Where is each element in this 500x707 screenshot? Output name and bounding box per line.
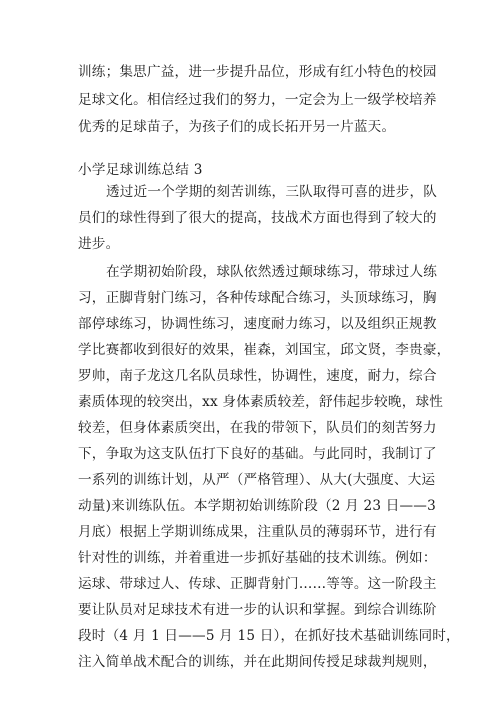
- para1-line-3: 进步。: [78, 236, 120, 252]
- para2-line-6: 素质体现的较突出，xx 身体素质较差，舒伟起步较晚，球性: [78, 394, 444, 410]
- para2-line-3: 部停球练习，协调性练习，速度耐力练习，以及组织正规教: [78, 316, 437, 332]
- para2-line-1: 在学期初始阶段，球队依然透过颠球练习，带球过人练: [106, 264, 438, 280]
- para2-line-11: 月底）根据上学期训练成果，注重队员的薄弱环节，进行有: [78, 524, 437, 540]
- intro-line-2: 足球文化。相信经过我们的努力，一定会为上一级学校培养: [78, 92, 437, 108]
- para1-line-2: 员们的球性得到了很大的提高，技战术方面也得到了较大的: [78, 210, 437, 226]
- para2-line-16: 注入简单战术配合的训练，并在此期间传授足球裁判规则，: [78, 654, 437, 670]
- para2-line-14: 要让队员对足球技术有进一步的认识和掌握。到综合训练阶: [78, 602, 437, 618]
- para2-line-7: 较差，但身体素质突出，在我的带领下，队员们的刻苦努力: [78, 420, 437, 436]
- para2-line-2: 习，正脚背射门练习，各种传球配合练习，头顶球练习，胸: [78, 290, 437, 306]
- para2-line-10: 动量)来训练队伍。本学期初始训练阶段（2 月 23 日——3: [78, 498, 436, 514]
- para2-line-13: 运球、带球过人、传球、正脚背射门……等等。这一阶段主: [78, 576, 437, 592]
- intro-line-1: 训练；集思广益，进一步提升品位，形成有红小特色的校园: [78, 64, 437, 80]
- para1-line-1: 透过近一个学期的刻苦训练，三队取得可喜的进步，队: [106, 184, 438, 200]
- para2-line-15: 段时（4 月 1 日——5 月 15 日），在抓好技术基础训练同时，: [78, 628, 460, 644]
- para2-line-8: 下，争取为这支队伍打下良好的基础。与此同时，我制订了: [78, 446, 437, 462]
- para2-line-5: 罗帅，南子龙这几名队员球性，协调性，速度，耐力，综合: [78, 368, 437, 384]
- para2-line-12: 针对性的训练，并着重进一步抓好基础的技术训练。例如：: [78, 550, 437, 566]
- section-title: 小学足球训练总结 3: [78, 162, 203, 178]
- para2-line-4: 学比赛都收到很好的效果，崔森，刘国宝，邱文贤，李贵豪，: [78, 342, 451, 358]
- intro-line-3: 优秀的足球苗子，为孩子们的成长拓开另一片蓝天。: [78, 119, 396, 135]
- para2-line-9: 一系列的训练计划，从严（严格管理）、从大(大强度、大运: [78, 472, 436, 488]
